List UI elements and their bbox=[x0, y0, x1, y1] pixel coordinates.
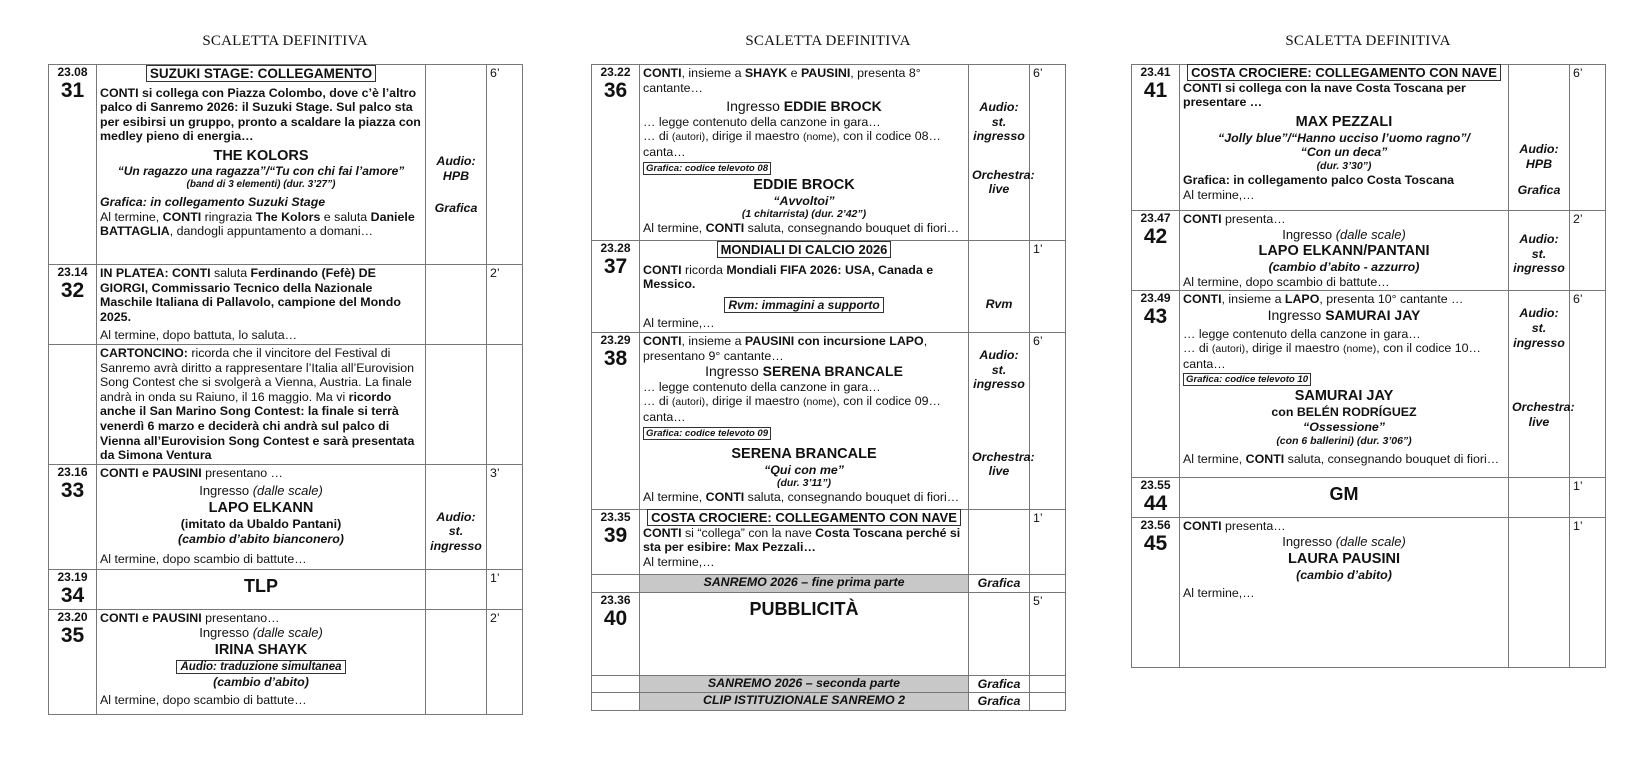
row-index bbox=[49, 65, 97, 265]
duration: 5’ bbox=[1030, 592, 1066, 675]
table-row bbox=[49, 65, 523, 265]
row-index: 23.28 37 bbox=[592, 241, 640, 333]
row-content: TLP bbox=[97, 569, 426, 609]
row-content: CONTI, insieme a SHAYK e PAUSINI, presenta 8° cantante… Ingresso EDDIE BROCK … legge contenuto della canzone in gara… … di (autori), dirige il maestro (nome), con il codice 08… canta… Grafica: codice televoto 08 EDDIE BROCK “Avvoltoi” (1 chitarrista) (dur. 2’42”) Al termine, CONTI saluta, consegnando bouquet di fiori… bbox=[640, 65, 969, 241]
audio-cell: Audio: st. ingresso Orchestra: live bbox=[969, 332, 1030, 509]
grafica-note: Grafica: in collegamento Suzuki Stage bbox=[100, 194, 326, 209]
artist-name: SAMURAI JAY bbox=[1294, 388, 1394, 405]
artist-name: LAPO ELKANN/PANTANI bbox=[1258, 243, 1430, 260]
table-row bbox=[1132, 518, 1606, 668]
duration: 3’ bbox=[487, 464, 523, 569]
page-title: SCALETTA DEFINITIVA bbox=[202, 33, 368, 49]
row-index: 23.22 36 bbox=[592, 65, 640, 241]
duration: 6’ bbox=[1570, 291, 1606, 478]
table-row: SANREMO 2026 – seconda parte Grafica bbox=[592, 675, 1066, 693]
artist-name: IRINA SHAYK bbox=[214, 641, 308, 658]
rvm-note: Rvm: immagini a supporto bbox=[724, 297, 883, 313]
table-row bbox=[49, 344, 523, 464]
audio-cell: Audio: st. ingresso Orchestra: live bbox=[1509, 291, 1570, 478]
duration: 1’ bbox=[487, 569, 523, 609]
row-index: 23.56 45 bbox=[1132, 518, 1180, 668]
row-content: PUBBLICITÀ bbox=[640, 592, 969, 675]
audio-cell: Audio: st. ingresso Orchestra: live bbox=[969, 65, 1030, 241]
table-row bbox=[1132, 478, 1606, 518]
row-content: CONTI, insieme a LAPO, presenta 10° cantante … Ingresso SAMURAI JAY … legge contenuto della canzone in gara… … di (autori), dirige il maestro (nome), con il codice 10… canta… Grafica: codice televoto 10 SAMURAI JAY con BELÉN RODRÍGUEZ “Ossessione” (con 6 ballerini) (dur. 3’06”) Al termine, CONTI saluta, consegnando bouquet di fiori… bbox=[1180, 291, 1509, 478]
audio-cell: Audio: st. ingresso bbox=[426, 464, 487, 569]
table-row bbox=[1132, 291, 1606, 478]
table-row bbox=[592, 509, 1066, 574]
row-index: 23.41 41 bbox=[1132, 65, 1180, 211]
schedule-table bbox=[48, 64, 523, 715]
closing-text: Al termine, CONTI ringrazia The Kolors e saluta Daniele BATTAGLIA, dandogli appuntamento a domani… bbox=[100, 209, 415, 239]
grafica-televoto: Grafica: codice televoto 08 bbox=[643, 162, 771, 175]
song-titles: “Un ragazzo una ragazza”/“Tu con chi fai l’amore” bbox=[117, 163, 405, 178]
duration: 6’ bbox=[1570, 65, 1606, 211]
table-row bbox=[49, 569, 523, 609]
table-row bbox=[1132, 65, 1606, 211]
segment-heading: MONDIALI DI CALCIO 2026 bbox=[717, 241, 892, 258]
row-index: 23.19 34 bbox=[49, 569, 97, 609]
duration: 2’ bbox=[1570, 211, 1606, 291]
performance-detail: (band di 3 elementi) (dur. 3’27”) bbox=[186, 178, 336, 190]
section-banner: CLIP ISTITUZIONALE SANREMO 2 bbox=[640, 693, 969, 711]
section-banner: SANREMO 2026 – seconda parte bbox=[640, 675, 969, 693]
artist-name: LAURA PAUSINI bbox=[1288, 550, 1400, 567]
section-banner: SANREMO 2026 – fine prima parte bbox=[640, 574, 969, 592]
duration: 6’ bbox=[1030, 332, 1066, 509]
row-content: CONTI presenta… Ingresso (dalle scale) LAPO ELKANN/PANTANI (cambio d’abito - azzurro) Al termine, dopo scambio di battute… bbox=[1180, 211, 1509, 291]
cartoncino-note: CARTONCINO: ricorda che il vincitore del Festival di Sanremo avrà diritto a rappresentare l’Italia all’Eurovision Song Contest che si svolgerà a Vienna, Austria. La finale andrà in onda su Raiuno, il 16 maggio. Ma vi ricordo anche il San Marino Song Contest: la finale si terrà venerdì 6 marzo e deciderà chi andrà sul palco di Vienna all’Eurovision Song Contest e sarà presentata da Simona Ventura bbox=[97, 344, 426, 464]
row-content: CONTI presenta… Ingresso (dalle scale) LAURA PAUSINI (cambio d’abito) Al termine,… bbox=[1180, 518, 1509, 668]
artist-name: EDDIE BROCK bbox=[753, 176, 855, 193]
duration: 2’ bbox=[487, 265, 523, 345]
segment-heading: COSTA CROCIERE: COLLEGAMENTO CON NAVE bbox=[1187, 64, 1501, 81]
row-content bbox=[97, 65, 426, 265]
row-index: 23.16 33 bbox=[49, 464, 97, 569]
segment-heading: SUZUKI STAGE: COLLEGAMENTO bbox=[146, 65, 376, 82]
row-index: 23.55 44 bbox=[1132, 478, 1180, 518]
artist-name: MAX PEZZALI bbox=[1295, 113, 1393, 130]
table-row bbox=[49, 265, 523, 345]
row-index: 23.47 42 bbox=[1132, 211, 1180, 291]
row-content: GM bbox=[1180, 478, 1509, 518]
table-row bbox=[49, 609, 523, 714]
artist-name: SERENA BRANCALE bbox=[731, 445, 877, 462]
audio-cell: Rvm bbox=[969, 241, 1030, 333]
table-row bbox=[592, 241, 1066, 333]
duration: 1’ bbox=[1030, 509, 1066, 574]
duration: 1’ bbox=[1570, 478, 1606, 518]
row-content: MONDIALI DI CALCIO 2026 CONTI ricorda Mondiali FIFA 2026: USA, Canada e Messico. Rvm: immagini a supporto Al termine,… bbox=[640, 241, 969, 333]
audio-cell: Audio: HPB Grafica bbox=[1509, 65, 1570, 211]
table-row: CLIP ISTITUZIONALE SANREMO 2 Grafica bbox=[592, 693, 1066, 711]
audio-note: Audio: traduzione simultanea bbox=[176, 660, 345, 674]
page-title: SCALETTA DEFINITIVA bbox=[745, 33, 911, 49]
table-row bbox=[1132, 211, 1606, 291]
table-row bbox=[592, 592, 1066, 675]
grafica-televoto: Grafica: codice televoto 10 bbox=[1183, 373, 1311, 386]
table-row: SANREMO 2026 – fine prima parte Grafica bbox=[592, 574, 1066, 592]
schedule-table bbox=[1131, 64, 1606, 668]
duration: 2’ bbox=[487, 609, 523, 714]
grafica-televoto: Grafica: codice televoto 09 bbox=[643, 427, 771, 440]
row-number: 31 bbox=[60, 79, 85, 102]
table-row bbox=[49, 464, 523, 569]
row-content: CONTI, insieme a PAUSINI con incursione LAPO, presentano 9° cantante… Ingresso SERENA BRANCALE … legge contenuto della canzone in gara… … di (autori), dirige il maestro (nome), con il codice 09… canta… Grafica: codice televoto 09 SERENA BRANCALE “Qui con me” (dur. 3’11”) Al termine, CONTI saluta, consegnando bouquet di fiori… bbox=[640, 332, 969, 509]
intro-text: CONTI si collega con Piazza Colombo, dove c’è l’altro palco di Sanremo 2026: il Suzuki Stage. Sul palco sta per esibirsi un gruppo, pronto a scaldare la piazza con medley pieno di energia… bbox=[100, 85, 421, 144]
table-row bbox=[592, 65, 1066, 241]
table-row bbox=[592, 332, 1066, 509]
row-content: CONTI e PAUSINI presentano … Ingresso (dalle scale) LAPO ELKANN (imitato da Ubaldo Pantani) (cambio d’abito bianconero) Al termine, dopo scambio di battute… bbox=[97, 464, 426, 569]
duration: 6’ bbox=[487, 65, 523, 265]
audio-cell: Audio: st. ingresso bbox=[1509, 211, 1570, 291]
row-index: 23.35 39 bbox=[592, 509, 640, 574]
artist-name: LAPO ELKANN bbox=[208, 499, 314, 516]
row-index: 23.29 38 bbox=[592, 332, 640, 509]
row-content: COSTA CROCIERE: COLLEGAMENTO CON NAVE CONTI si collega con la nave Costa Toscana per presentare … MAX PEZZALI “Jolly blue”/“Hanno ucciso l’uomo ragno”/ “Con un deca” (dur. 3’30”) Grafica: in collegamento palco Costa Toscana Al termine,… bbox=[1180, 65, 1509, 211]
row-index: 23.49 43 bbox=[1132, 291, 1180, 478]
row-time: 23.08 bbox=[57, 65, 88, 79]
row-content: IN PLATEA: CONTI saluta Ferdinando (Fefè) DE GIORGI, Commissario Tecnico della Nazionale Maschile Italiana di Pallavolo, campione del Mondo 2025. Al termine, dopo battuta, lo saluta… bbox=[97, 265, 426, 345]
duration: 1’ bbox=[1570, 518, 1606, 668]
page-title: SCALETTA DEFINITIVA bbox=[1285, 33, 1451, 49]
schedule-table bbox=[591, 64, 1066, 711]
row-content: CONTI e PAUSINI presentano… Ingresso (dalle scale) IRINA SHAYK Audio: traduzione simultanea (cambio d’abito) Al termine, dopo scambio di battute… bbox=[97, 609, 426, 714]
segment-heading: COSTA CROCIERE: COLLEGAMENTO CON NAVE bbox=[647, 509, 961, 526]
duration: 1’ bbox=[1030, 241, 1066, 333]
row-content: COSTA CROCIERE: COLLEGAMENTO CON NAVE CONTI si “collega” con la nave Costa Toscana perché si sta per esibire: Max Pezzali… Al termine,… bbox=[640, 509, 969, 574]
row-index: 23.36 40 bbox=[592, 592, 640, 675]
artist-name: THE KOLORS bbox=[213, 147, 309, 164]
audio-cell: Audio: HPB Grafica bbox=[426, 65, 487, 265]
row-index: 23.14 32 bbox=[49, 265, 97, 345]
duration: 6’ bbox=[1030, 65, 1066, 241]
row-index: 23.20 35 bbox=[49, 609, 97, 714]
